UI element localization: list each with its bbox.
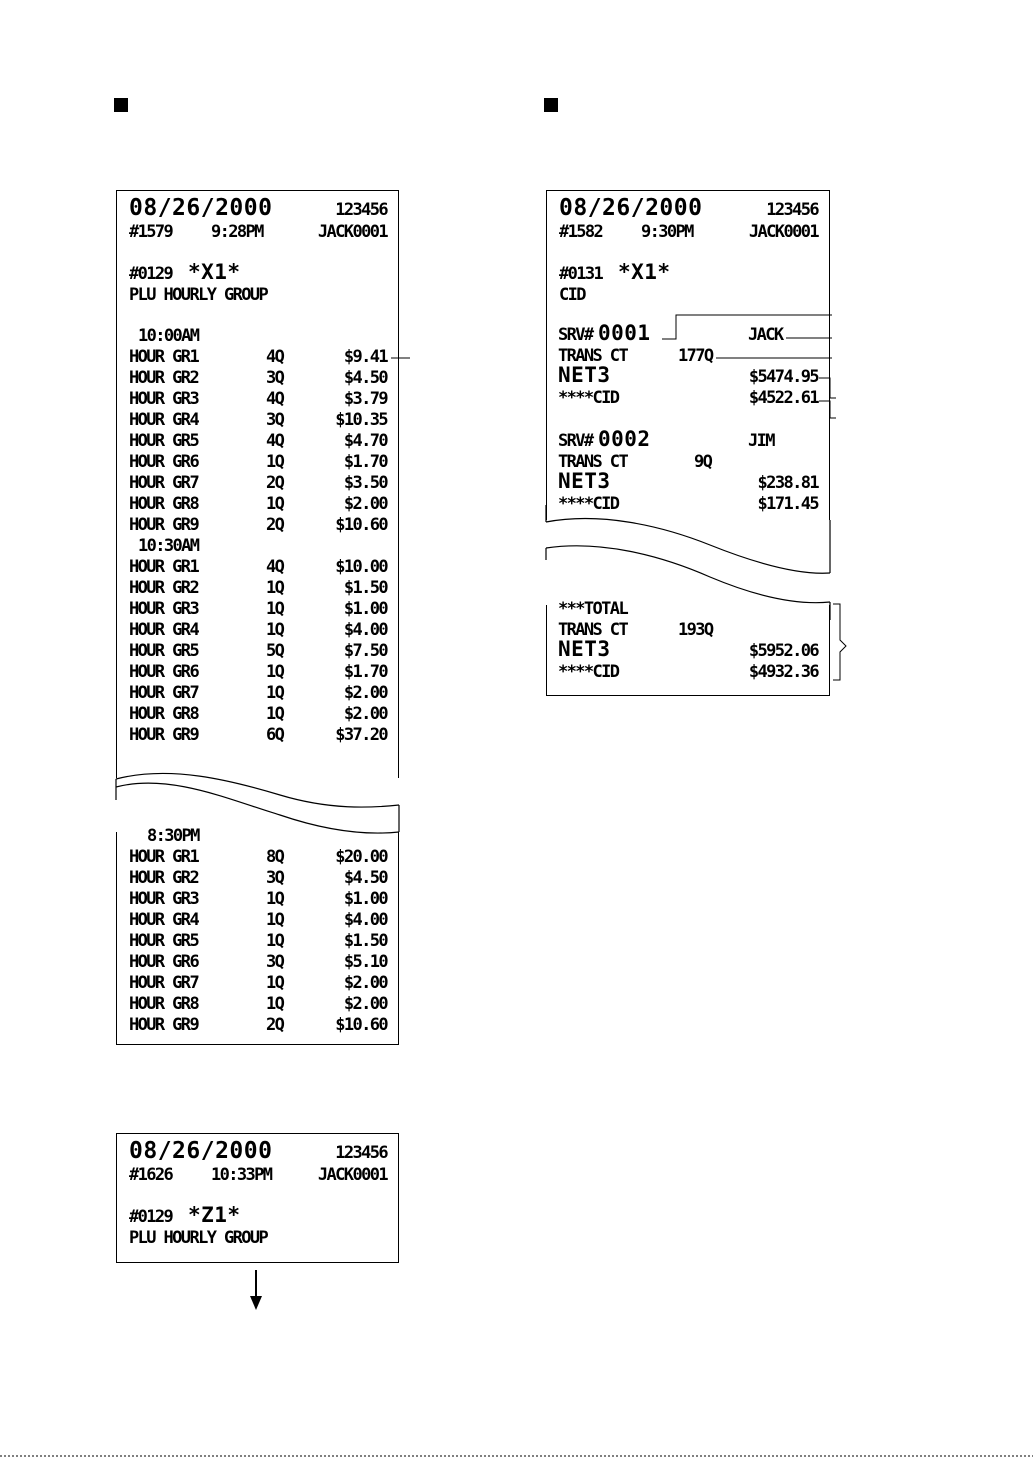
- group-name: HOUR GR1: [129, 847, 199, 867]
- clerk-code: JACK0001: [317, 1165, 387, 1185]
- group-qty: 6Q: [266, 725, 284, 745]
- cid-amount: $4522.61: [748, 388, 818, 408]
- group-qty: 4Q: [266, 347, 284, 367]
- trans-count-label: TRANS CT: [558, 620, 628, 640]
- server-name: JIM: [748, 431, 774, 451]
- group-amount: $10.35: [335, 410, 387, 430]
- group-qty: 2Q: [266, 1015, 284, 1035]
- cid-label: ****CID: [558, 494, 619, 514]
- net-amount: $238.81: [757, 473, 818, 493]
- group-name: HOUR GR7: [129, 473, 199, 493]
- cid-line: [546, 662, 830, 683]
- hour-time: 10:00AM: [138, 326, 199, 346]
- net-line: [546, 363, 830, 388]
- receipt-header-line: [116, 195, 399, 221]
- hour-time-line: [116, 826, 399, 847]
- receipt-header-line: [546, 195, 830, 221]
- hour-group-row: [116, 725, 399, 746]
- cid-line: [546, 388, 830, 409]
- hour-group-row: [116, 868, 399, 889]
- hour-time-line: [116, 536, 399, 557]
- hour-group-row: [116, 889, 399, 910]
- cid-amount: $4932.36: [748, 662, 818, 682]
- group-amount: $5.10: [343, 952, 387, 972]
- group-qty: 8Q: [266, 847, 284, 867]
- hour-group-row: [116, 494, 399, 515]
- machine-number: 123456: [335, 200, 387, 220]
- group-name: HOUR GR9: [129, 515, 199, 535]
- hour-group-row: [116, 994, 399, 1015]
- hour-group-row: [116, 704, 399, 725]
- group-name: HOUR GR4: [129, 620, 199, 640]
- report-mode-line: [546, 260, 830, 285]
- group-qty: 1Q: [266, 910, 284, 930]
- hour-group-row: [116, 683, 399, 704]
- group-name: HOUR GR5: [129, 431, 199, 451]
- group-qty: 1Q: [266, 620, 284, 640]
- group-amount: $20.00: [335, 847, 387, 867]
- receipt-time: 9:28PM: [211, 222, 263, 242]
- report-title-line: [116, 285, 399, 306]
- hour-time-line: [116, 326, 399, 347]
- report-title: CID: [559, 285, 585, 305]
- receipt-header-line: [546, 222, 830, 243]
- hour-time: 8:30PM: [147, 826, 199, 846]
- group-name: HOUR GR8: [129, 704, 199, 724]
- receipt-header-line: [116, 222, 399, 243]
- hour-group-row: [116, 641, 399, 662]
- server-line: [546, 321, 830, 346]
- group-name: HOUR GR1: [129, 347, 199, 367]
- trans-count: 177Q: [678, 346, 713, 366]
- group-qty: 1Q: [266, 683, 284, 703]
- group-amount: $4.50: [343, 868, 387, 888]
- group-name: HOUR GR5: [129, 931, 199, 951]
- receipt-time: 9:30PM: [641, 222, 693, 242]
- receipt-date: 08/26/2000: [129, 195, 273, 221]
- hour-group-row: [116, 410, 399, 431]
- hour-group-row: [116, 452, 399, 473]
- hour-group-row: [116, 368, 399, 389]
- group-name: HOUR GR7: [129, 973, 199, 993]
- group-amount: $2.00: [343, 494, 387, 514]
- consecutive-number: #1582: [559, 222, 603, 242]
- cid-label: ****CID: [558, 662, 619, 682]
- group-name: HOUR GR2: [129, 368, 199, 388]
- net-label: NET3: [558, 637, 611, 661]
- hour-group-row: [116, 662, 399, 683]
- group-amount: $4.50: [343, 368, 387, 388]
- group-name: HOUR GR2: [129, 868, 199, 888]
- group-amount: $4.00: [343, 620, 387, 640]
- hour-group-row: [116, 431, 399, 452]
- group-amount: $10.00: [335, 557, 387, 577]
- group-name: HOUR GR6: [129, 662, 199, 682]
- hour-group-row: [116, 389, 399, 410]
- receipt-z1-hourly-content: [116, 1133, 399, 1263]
- trans-count-label: TRANS CT: [558, 452, 628, 472]
- group-name: HOUR GR7: [129, 683, 199, 703]
- hour-group-row: [116, 952, 399, 973]
- group-amount: $2.00: [343, 973, 387, 993]
- hour-group-row: [116, 931, 399, 952]
- report-mode: *Z1*: [188, 1203, 241, 1227]
- group-name: HOUR GR3: [129, 889, 199, 909]
- group-amount: $1.00: [343, 889, 387, 909]
- total-label: ***TOTAL: [558, 599, 628, 619]
- group-amount: $2.00: [343, 704, 387, 724]
- cid-label: ****CID: [558, 388, 619, 408]
- group-qty: 3Q: [266, 410, 284, 430]
- report-number: #0131: [559, 264, 603, 284]
- server-number: 0001: [598, 321, 651, 345]
- consecutive-number: #1579: [129, 222, 173, 242]
- group-name: HOUR GR3: [129, 389, 199, 409]
- group-qty: 1Q: [266, 931, 284, 951]
- receipt-header-line: [116, 1138, 399, 1164]
- group-amount: $2.00: [343, 994, 387, 1014]
- group-qty: 3Q: [266, 368, 284, 388]
- report-title: PLU HOURLY GROUP: [129, 285, 268, 305]
- report-number: #0129: [129, 264, 173, 284]
- server-line: [546, 427, 830, 452]
- hour-group-row: [116, 578, 399, 599]
- group-name: HOUR GR4: [129, 910, 199, 930]
- group-qty: 1Q: [266, 973, 284, 993]
- server-number: 0002: [598, 427, 651, 451]
- report-mode: *X1*: [618, 260, 671, 284]
- group-qty: 1Q: [266, 452, 284, 472]
- hour-group-row: [116, 847, 399, 868]
- hour-group-row: [116, 473, 399, 494]
- group-qty: 2Q: [266, 473, 284, 493]
- hour-group-row: [116, 557, 399, 578]
- total-brace: [833, 604, 846, 680]
- group-name: HOUR GR6: [129, 452, 199, 472]
- net-amount: $5474.95: [748, 367, 818, 387]
- consecutive-number: #1626: [129, 1165, 173, 1185]
- hour-group-row: [116, 1015, 399, 1036]
- group-qty: 3Q: [266, 952, 284, 972]
- report-title-line: [116, 1228, 399, 1249]
- trans-count: 9Q: [694, 452, 712, 472]
- group-amount: $3.79: [343, 389, 387, 409]
- group-qty: 5Q: [266, 641, 284, 661]
- group-qty: 1Q: [266, 494, 284, 514]
- receipt-x1-hourly-content: [116, 190, 399, 1050]
- group-name: HOUR GR9: [129, 1015, 199, 1035]
- group-name: HOUR GR1: [129, 557, 199, 577]
- total-line: [546, 599, 830, 620]
- group-name: HOUR GR6: [129, 952, 199, 972]
- group-qty: 1Q: [266, 704, 284, 724]
- report-title-line: [546, 285, 830, 306]
- report-title: PLU HOURLY GROUP: [129, 1228, 268, 1248]
- group-qty: 1Q: [266, 578, 284, 598]
- net-line: [546, 469, 830, 494]
- group-amount: $1.70: [343, 662, 387, 682]
- receipt-time: 10:33PM: [211, 1165, 272, 1185]
- receipt-date: 08/26/2000: [129, 1138, 273, 1164]
- group-name: HOUR GR8: [129, 994, 199, 1014]
- group-amount: $7.50: [343, 641, 387, 661]
- report-mode-line: [116, 1203, 399, 1228]
- group-amount: $4.00: [343, 910, 387, 930]
- cid-amount: $171.45: [757, 494, 818, 514]
- net-label: NET3: [558, 363, 611, 387]
- group-amount: $37.20: [335, 725, 387, 745]
- clerk-code: JACK0001: [317, 222, 387, 242]
- server-name: JACK: [748, 325, 783, 345]
- net-line: [546, 637, 830, 662]
- hour-group-row: [116, 620, 399, 641]
- hour-group-row: [116, 973, 399, 994]
- group-name: HOUR GR3: [129, 599, 199, 619]
- clerk-code: JACK0001: [748, 222, 818, 242]
- hour-group-row: [116, 599, 399, 620]
- receipt-date: 08/26/2000: [559, 195, 703, 221]
- hour-group-row: [116, 347, 399, 368]
- group-qty: 4Q: [266, 557, 284, 577]
- group-amount: $4.70: [343, 431, 387, 451]
- group-name: HOUR GR8: [129, 494, 199, 514]
- group-name: HOUR GR9: [129, 725, 199, 745]
- group-amount: $10.60: [335, 515, 387, 535]
- server-label: SRV#: [558, 325, 593, 345]
- group-amount: $1.50: [343, 578, 387, 598]
- group-qty: 2Q: [266, 515, 284, 535]
- group-name: HOUR GR5: [129, 641, 199, 661]
- group-qty: 1Q: [266, 889, 284, 909]
- cid-line: [546, 494, 830, 515]
- receipt-x1-cid-content: [546, 190, 830, 696]
- group-amount: $1.00: [343, 599, 387, 619]
- hour-time: 10:30AM: [138, 536, 199, 556]
- group-qty: 4Q: [266, 431, 284, 451]
- group-qty: 1Q: [266, 662, 284, 682]
- machine-number: 123456: [335, 1143, 387, 1163]
- report-number: #0129: [129, 1207, 173, 1227]
- group-amount: $3.50: [343, 473, 387, 493]
- trans-count: 193Q: [678, 620, 713, 640]
- group-qty: 1Q: [266, 599, 284, 619]
- group-amount: $2.00: [343, 683, 387, 703]
- hour-group-row: [116, 515, 399, 536]
- report-mode: *X1*: [188, 260, 241, 284]
- down-arrow-head: [250, 1296, 262, 1310]
- group-amount: $1.70: [343, 452, 387, 472]
- trans-count-label: TRANS CT: [558, 346, 628, 366]
- hour-group-row: [116, 910, 399, 931]
- group-qty: 4Q: [266, 389, 284, 409]
- group-amount: $1.50: [343, 931, 387, 951]
- group-qty: 1Q: [266, 994, 284, 1014]
- group-amount: $10.60: [335, 1015, 387, 1035]
- machine-number: 123456: [766, 200, 818, 220]
- server-label: SRV#: [558, 431, 593, 451]
- group-name: HOUR GR4: [129, 410, 199, 430]
- net-label: NET3: [558, 469, 611, 493]
- report-mode-line: [116, 260, 399, 285]
- group-amount: $9.41: [343, 347, 387, 367]
- group-qty: 3Q: [266, 868, 284, 888]
- receipt-header-line: [116, 1165, 399, 1186]
- group-name: HOUR GR2: [129, 578, 199, 598]
- net-amount: $5952.06: [748, 641, 818, 661]
